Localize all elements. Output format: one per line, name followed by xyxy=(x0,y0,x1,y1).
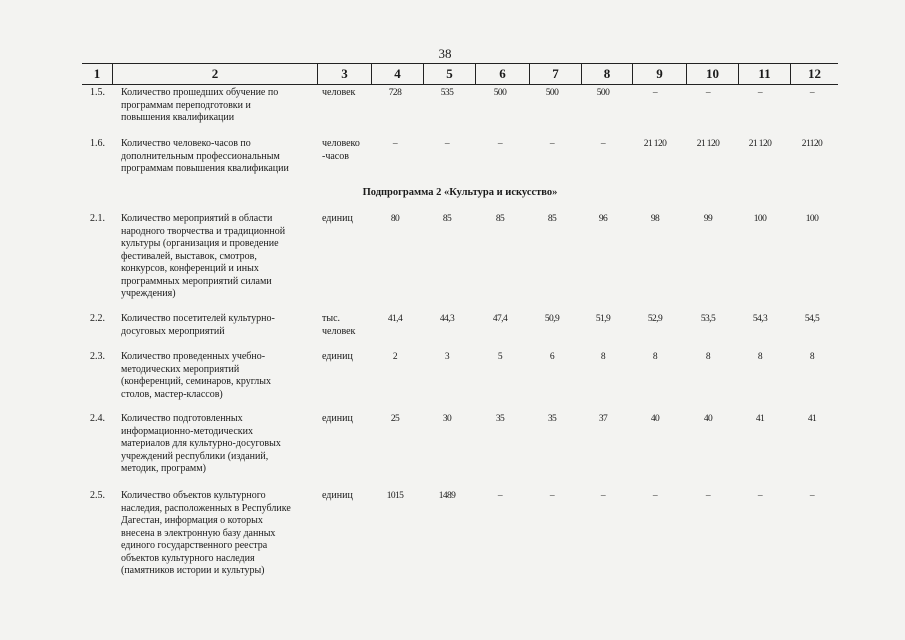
unit-of-measure: человек xyxy=(322,87,356,98)
indicator-name: Количество мероприятий в области народного творчества и традиционной культуры (организация и проведение фестивалей, выставок, смотров, конкурсов, конференций и иных программных мероприятий силами учреждения) xyxy=(121,213,286,299)
section-title: Подпрограмма 2 «Культура и искусство» xyxy=(362,187,558,198)
value-col-8: 8 xyxy=(600,352,606,362)
indicator-name: Количество объектов культурного наследия, расположенных в Республике Дагестан, информация о которых внесена в электронную базу данных единого государственного реестра объектов культурного наследия (памятников истории и культуры) xyxy=(121,490,291,576)
row-number: 1.5. xyxy=(90,87,105,98)
value-col-7: 500 xyxy=(545,88,559,98)
header-col-2: 2 xyxy=(112,64,317,84)
value-col-4: 1015 xyxy=(386,491,404,501)
value-col-9: 52,9 xyxy=(647,314,663,324)
value-col-10: 40 xyxy=(703,414,713,424)
value-col-12: 54,5 xyxy=(804,314,820,324)
value-col-6: 5 xyxy=(497,352,503,362)
value-col-8: 37 xyxy=(598,414,608,424)
indicator-name: Количество подготовленных информационно-методических материалов для культурно-досуговых учреждений республики (изданий, методик, программ) xyxy=(121,413,281,474)
indicator-name: Количество посетителей культурно- досуговых мероприятий xyxy=(121,313,275,337)
value-col-12: 21120 xyxy=(801,139,823,149)
indicator-name: Количество человеко-часов по дополнительным профессиональным программам повышения квалификации xyxy=(121,138,289,174)
header-col-1: 1 xyxy=(93,66,101,81)
value-col-4: 80 xyxy=(390,214,400,224)
unit-of-measure: человеко -часов xyxy=(322,138,360,162)
value-col-6: – xyxy=(497,139,503,149)
row-number: 1.6. xyxy=(90,138,105,149)
row-number: 2.4. xyxy=(90,413,105,424)
value-col-9: 98 xyxy=(650,214,660,224)
value-col-11: 21 120 xyxy=(748,139,772,149)
unit-of-measure: единиц xyxy=(322,490,353,501)
row-number: 2.5. xyxy=(90,490,105,501)
value-col-7: 35 xyxy=(547,414,557,424)
value-col-7: 6 xyxy=(549,352,555,362)
value-col-8: 500 xyxy=(596,88,610,98)
value-col-7: 85 xyxy=(547,214,557,224)
value-col-10: 99 xyxy=(703,214,713,224)
header-col-4: 4 xyxy=(371,64,423,84)
value-col-5: 30 xyxy=(442,414,452,424)
value-col-12: – xyxy=(809,491,815,501)
value-col-5: 1489 xyxy=(438,491,456,501)
value-col-8: 96 xyxy=(598,214,608,224)
value-col-12: 100 xyxy=(805,214,819,224)
value-col-5: – xyxy=(444,139,450,149)
header-col-12: 12 xyxy=(790,64,838,84)
value-col-5: 85 xyxy=(442,214,452,224)
value-col-6: – xyxy=(497,491,503,501)
row-number: 2.3. xyxy=(90,351,105,362)
header-col-5: 5 xyxy=(423,64,475,84)
value-col-8: 51,9 xyxy=(595,314,611,324)
value-col-10: – xyxy=(705,491,711,501)
value-col-6: 35 xyxy=(495,414,505,424)
value-col-12: – xyxy=(809,88,815,98)
row-number: 2.1. xyxy=(90,213,105,224)
value-col-10: 53,5 xyxy=(700,314,716,324)
value-col-4: 25 xyxy=(390,414,400,424)
unit-of-measure: единиц xyxy=(322,351,353,362)
value-col-4: 41,4 xyxy=(387,314,403,324)
value-col-11: 100 xyxy=(753,214,767,224)
value-col-10: – xyxy=(705,88,711,98)
value-col-4: 2 xyxy=(392,352,398,362)
value-col-9: – xyxy=(652,491,658,501)
value-col-9: – xyxy=(652,88,658,98)
value-col-5: 3 xyxy=(444,352,450,362)
header-col-11: 11 xyxy=(738,64,790,84)
value-col-7: 50,9 xyxy=(544,314,560,324)
header-col-10: 10 xyxy=(686,64,738,84)
indicator-name: Количество прошедших обучение по программам переподготовки и повышения квалификации xyxy=(121,87,279,123)
value-col-9: 8 xyxy=(652,352,658,362)
value-col-9: 40 xyxy=(650,414,660,424)
table-header xyxy=(82,63,838,85)
value-col-5: 44,3 xyxy=(439,314,455,324)
value-col-8: – xyxy=(600,139,606,149)
value-col-11: 41 xyxy=(755,414,765,424)
unit-of-measure: единиц xyxy=(322,413,353,424)
value-col-6: 47,4 xyxy=(492,314,508,324)
value-col-10: 21 120 xyxy=(696,139,720,149)
header-col-8: 8 xyxy=(581,64,632,84)
value-col-6: 500 xyxy=(493,88,507,98)
row-number: 2.2. xyxy=(90,313,105,324)
value-col-8: – xyxy=(600,491,606,501)
value-col-9: 21 120 xyxy=(643,139,667,149)
value-col-11: – xyxy=(757,88,763,98)
indicator-name: Количество проведенных учебно- методических мероприятий (конференций, семинаров, круглых столов, мастер-классов) xyxy=(121,351,272,400)
value-col-5: 535 xyxy=(440,88,454,98)
header-col-6: 6 xyxy=(475,64,529,84)
value-col-11: 54,3 xyxy=(752,314,768,324)
value-col-4: 728 xyxy=(388,88,402,98)
value-col-11: 8 xyxy=(757,352,763,362)
value-col-4: – xyxy=(392,139,398,149)
unit-of-measure: тыс. человек xyxy=(322,313,356,337)
value-col-6: 85 xyxy=(495,214,505,224)
value-col-11: – xyxy=(757,491,763,501)
value-col-12: 8 xyxy=(809,352,815,362)
value-col-7: – xyxy=(549,139,555,149)
header-col-9: 9 xyxy=(632,64,686,84)
unit-of-measure: единиц xyxy=(322,213,353,224)
header-col-3: 3 xyxy=(317,64,371,84)
value-col-10: 8 xyxy=(705,352,711,362)
value-col-12: 41 xyxy=(807,414,817,424)
header-col-7: 7 xyxy=(529,64,581,84)
page-number: 38 xyxy=(438,46,452,61)
value-col-7: – xyxy=(549,491,555,501)
